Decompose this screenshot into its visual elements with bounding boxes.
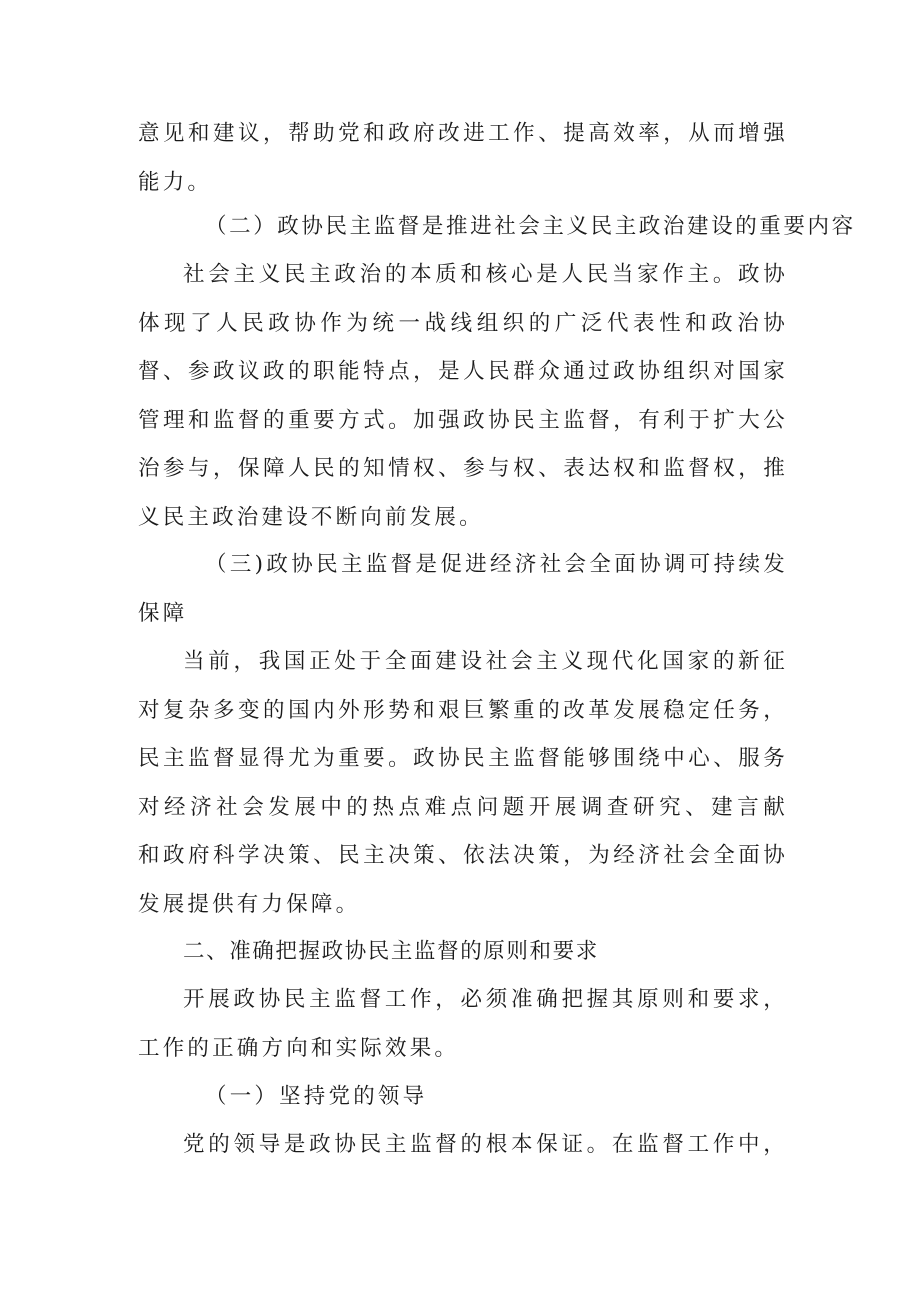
text-line: 开展政协民主监督工作，必须准确把握其原则和要求，: [183, 987, 788, 1012]
subheading-text: （二）政协民主监督是推进社会主义民主政治建设的重要内容: [205, 214, 856, 239]
text-line: 发展提供有力保障。: [138, 891, 361, 917]
text-line: 管理和监督的重要方式。加强政协民主监督，有利于扩大公: [138, 407, 788, 433]
subheading-text: （三)政协民主监督是促进经济社会全面协调可持续发: [205, 552, 788, 577]
text-line: 治参与，保障人民的知情权、参与权、表达权和监督权，推: [138, 456, 788, 481]
subheading: [138, 203, 856, 252]
paragraph: [138, 251, 788, 542]
subheading: [138, 541, 788, 638]
paragraph: [138, 1121, 788, 1170]
text-line: 党的领导是政协民主监督的根本保证。在监督工作中，: [183, 1132, 788, 1157]
text-line: 义民主政治建设不断向前发展。: [138, 504, 484, 530]
text-line: 工作的正确方向和实际效果。: [138, 1035, 460, 1061]
section-heading: [138, 928, 788, 977]
text-line: 体现了人民政协作为统一战线组织的广泛代表性和政治协: [138, 310, 788, 336]
subheading: [138, 1073, 788, 1122]
subheading-text: （一）坚持党的领导: [205, 1084, 428, 1109]
text-line: 和政府科学决策、民主决策、依法决策，为经济社会全面协: [138, 843, 788, 868]
text-line: 对复杂多变的国内外形势和艰巨繁重的改革发展稳定任务，: [138, 697, 788, 723]
text-line: 当前，我国正处于全面建设社会主义现代化国家的新征: [183, 649, 788, 674]
text-line: 能力。: [138, 169, 213, 195]
paragraph: [138, 110, 788, 207]
text-line: 督、参政议政的职能特点，是人民群众通过政协组织对国家: [138, 359, 788, 384]
text-line: 意见和建议，帮助党和政府改进工作、提高效率，从而增强: [138, 121, 788, 146]
subheading-text: 保障: [138, 600, 188, 626]
section-heading-text: 二、准确把握政协民主监督的原则和要求: [183, 939, 599, 964]
paragraph: [138, 976, 788, 1073]
text-line: 民主监督显得尤为重要。政协民主监督能够围绕中心、服务: [138, 746, 788, 771]
text-line: 对经济社会发展中的热点难点问题开展调查研究、建言献: [138, 794, 788, 820]
paragraph: [138, 638, 788, 929]
text-line: 社会主义民主政治的本质和核心是人民当家作主。政协: [183, 262, 788, 287]
